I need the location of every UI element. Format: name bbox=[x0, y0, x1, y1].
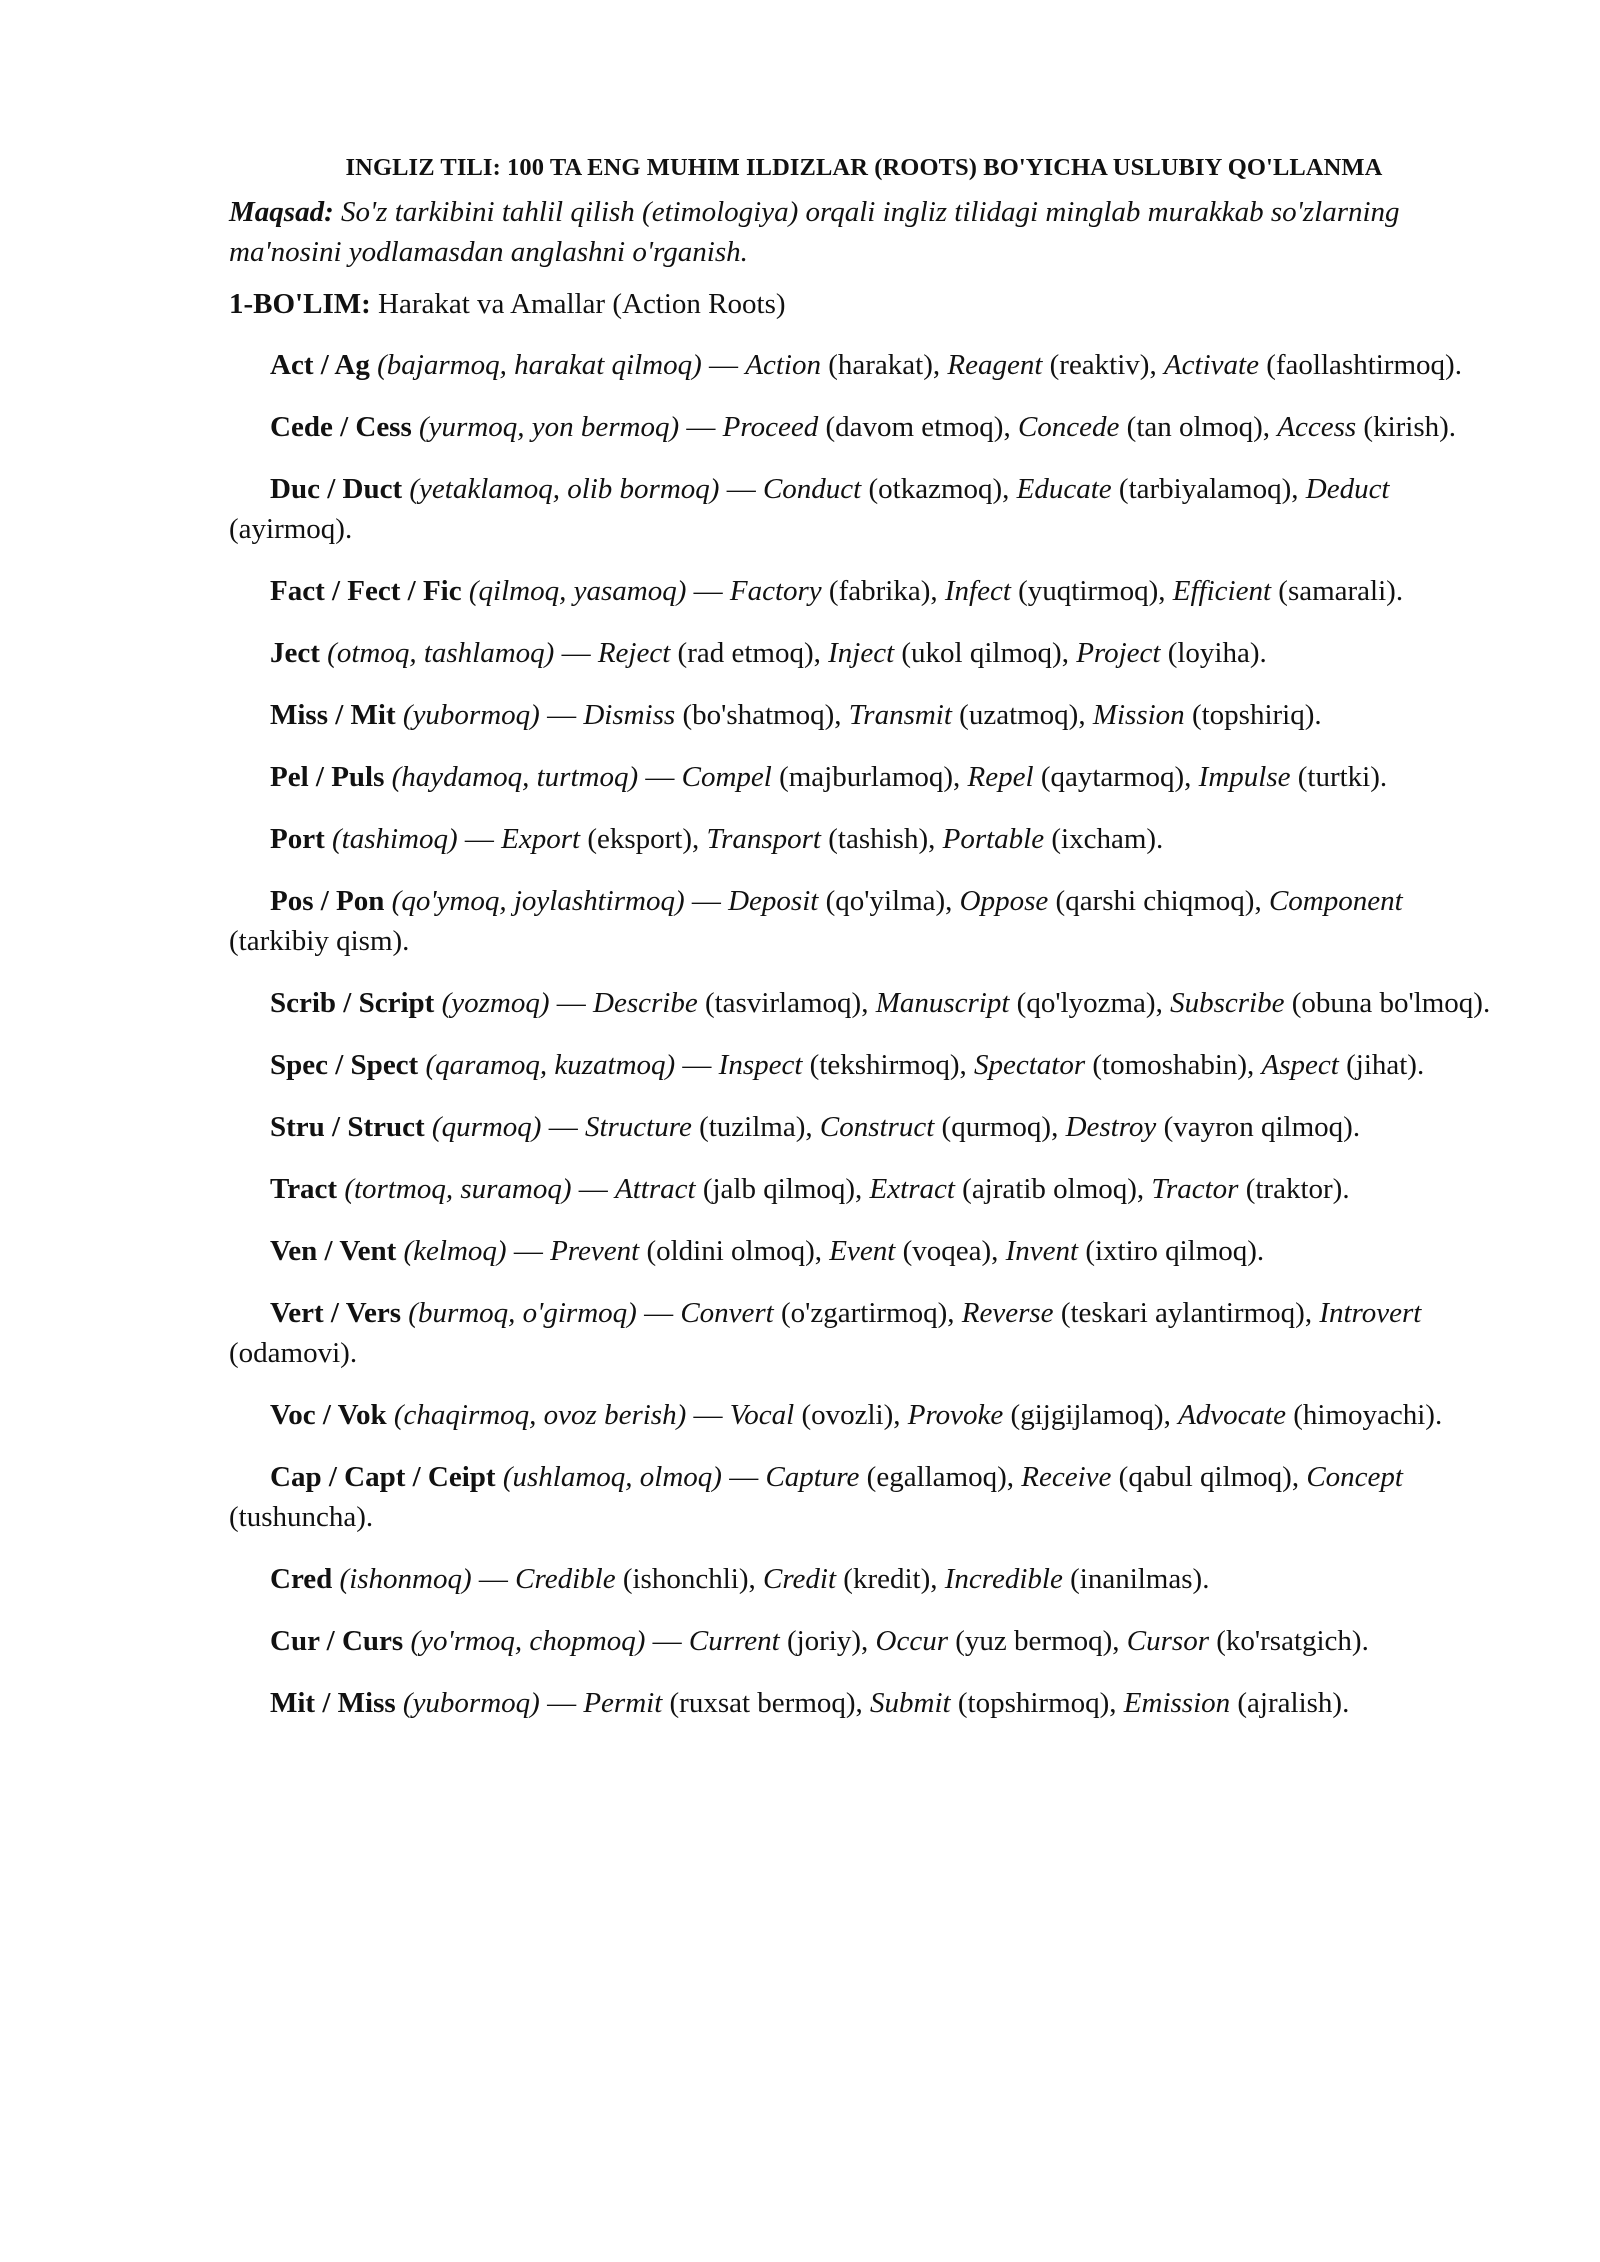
example-word: Current bbox=[688, 1625, 780, 1657]
root-meaning: (yurmoq, yon bermoq) bbox=[419, 411, 680, 443]
example-word: Infect bbox=[944, 575, 1011, 607]
example-gloss: (ayirmoq) bbox=[229, 513, 345, 545]
example-gloss: (tasvirlamoq) bbox=[704, 987, 862, 1019]
root-meaning: (yo'rmoq, chopmoq) bbox=[410, 1625, 646, 1657]
example-gloss: (inanilmas) bbox=[1070, 1563, 1203, 1595]
example-word: Educate bbox=[1016, 473, 1112, 505]
document-title: INGLIZ TILI: 100 TA ENG MUHIM ILDIZLAR (ROOTS) BO'YICHA USLUBIY QO'LLANMA bbox=[345, 154, 1383, 181]
example-gloss: (qo'yilma) bbox=[825, 885, 946, 917]
example-gloss: (ajralish) bbox=[1237, 1687, 1343, 1719]
example-word: Compel bbox=[681, 761, 772, 793]
root-meaning: (burmoq, o'girmoq) bbox=[408, 1297, 637, 1329]
root-entry: Pos / Pon (qo'ymoq, joylashtirmoq) — Deposit (qo'yilma), Oppose (qarshi chiqmoq), Component (tarkibiy qism). bbox=[229, 885, 1403, 957]
root-entry: Duc / Duct (yetaklamoq, olib bormoq) — Conduct (otkazmoq), Educate (tarbiyalamoq), Deduct (ayirmoq). bbox=[229, 473, 1390, 545]
root-term: Cred bbox=[270, 1563, 333, 1595]
example-word: Destroy bbox=[1065, 1111, 1157, 1143]
example-word: Oppose bbox=[959, 885, 1049, 917]
example-gloss: (vayron qilmoq) bbox=[1163, 1111, 1353, 1143]
example-gloss: (tekshirmoq) bbox=[809, 1049, 960, 1081]
em-dash: — bbox=[691, 885, 721, 917]
example-gloss: (fabrika) bbox=[828, 575, 931, 607]
example-word: Introvert bbox=[1319, 1297, 1422, 1329]
root-meaning: (chaqirmoq, ovoz berish) bbox=[393, 1399, 687, 1431]
example-word: Component bbox=[1268, 885, 1403, 917]
example-gloss: (bo'shatmoq) bbox=[682, 699, 835, 731]
purpose-paragraph bbox=[229, 192, 1499, 272]
em-dash: — bbox=[686, 411, 716, 443]
root-meaning: (qo'ymoq, joylashtirmoq) bbox=[391, 885, 685, 917]
example-word: Provoke bbox=[907, 1399, 1004, 1431]
em-dash: — bbox=[693, 575, 723, 607]
example-gloss: (ovozli) bbox=[801, 1399, 894, 1431]
root-meaning: (ishonmoq) bbox=[339, 1563, 472, 1595]
example-gloss: (traktor) bbox=[1245, 1173, 1343, 1205]
purpose-text: So'z tarkibini tahlil qilish (etimologiya) orqali ingliz tilidagi minglab murakkab so'zlarning ma'nosini yodlamasdan anglashni o'rganish. bbox=[229, 196, 1400, 268]
example-word: Credit bbox=[762, 1563, 837, 1595]
example-word: Repel bbox=[967, 761, 1034, 793]
example-word: Concept bbox=[1306, 1461, 1403, 1493]
em-dash: — bbox=[726, 473, 756, 505]
example-gloss: (harakat) bbox=[828, 349, 933, 381]
root-term: Ject bbox=[270, 637, 320, 669]
em-dash: — bbox=[578, 1173, 608, 1205]
example-gloss: (qabul qilmoq) bbox=[1118, 1461, 1292, 1493]
purpose-label: Maqsad: bbox=[229, 196, 334, 228]
example-word: Deposit bbox=[728, 885, 819, 917]
example-gloss: (voqea) bbox=[902, 1235, 992, 1267]
example-word: Credible bbox=[515, 1563, 616, 1595]
section-number: 1-BO'LIM: bbox=[229, 288, 371, 320]
root-meaning: (ushlamoq, olmoq) bbox=[502, 1461, 722, 1493]
em-dash: — bbox=[513, 1235, 543, 1267]
root-meaning: (qilmoq, yasamoq) bbox=[468, 575, 687, 607]
root-term: Vert / Vers bbox=[270, 1297, 402, 1329]
example-word: Event bbox=[829, 1235, 896, 1267]
root-entry: Tract (tortmoq, suramoq) — Attract (jalb qilmoq), Extract (ajratib olmoq), Tractor (traktor). bbox=[270, 1173, 1350, 1205]
example-gloss: (otkazmoq) bbox=[868, 473, 1003, 505]
root-term: Voc / Vok bbox=[270, 1399, 387, 1431]
example-word: Activate bbox=[1163, 349, 1259, 381]
em-dash: — bbox=[556, 987, 586, 1019]
example-word: Extract bbox=[869, 1173, 955, 1205]
example-word: Submit bbox=[870, 1687, 951, 1719]
example-word: Permit bbox=[583, 1687, 663, 1719]
em-dash: — bbox=[464, 823, 494, 855]
root-meaning: (yetaklamoq, olib bormoq) bbox=[409, 473, 720, 505]
example-gloss: (tashish) bbox=[828, 823, 929, 855]
example-gloss: (eksport) bbox=[587, 823, 693, 855]
example-word: Prevent bbox=[550, 1235, 640, 1267]
example-word: Transport bbox=[706, 823, 821, 855]
example-word: Project bbox=[1076, 637, 1161, 669]
root-entry: Pel / Puls (haydamoq, turtmoq) — Compel (majburlamoq), Repel (qaytarmoq), Impulse (turtki). bbox=[270, 761, 1388, 793]
root-entries-list bbox=[229, 345, 1499, 1723]
root-entry: Cap / Capt / Ceipt (ushlamoq, olmoq) — Capture (egallamoq), Receive (qabul qilmoq), Concept (tushuncha). bbox=[229, 1461, 1403, 1533]
example-gloss: (ixcham) bbox=[1051, 823, 1157, 855]
em-dash: — bbox=[561, 637, 591, 669]
example-word: Invent bbox=[1005, 1235, 1079, 1267]
example-word: Inject bbox=[828, 637, 895, 669]
root-meaning: (yubormoq) bbox=[402, 1687, 540, 1719]
example-word: Capture bbox=[765, 1461, 860, 1493]
example-gloss: (teskari aylantirmoq) bbox=[1060, 1297, 1305, 1329]
example-word: Inspect bbox=[718, 1049, 803, 1081]
example-word: Attract bbox=[615, 1173, 696, 1205]
example-word: Advocate bbox=[1178, 1399, 1286, 1431]
example-gloss: (samarali) bbox=[1278, 575, 1396, 607]
example-gloss: (obuna bo'lmoq) bbox=[1291, 987, 1483, 1019]
em-dash: — bbox=[644, 1297, 674, 1329]
example-word: Factory bbox=[729, 575, 822, 607]
root-term: Pos / Pon bbox=[270, 885, 385, 917]
example-word: Receive bbox=[1021, 1461, 1112, 1493]
example-gloss: (gijgijlamoq) bbox=[1010, 1399, 1164, 1431]
root-term: Act / Ag bbox=[270, 349, 370, 381]
example-word: Deduct bbox=[1305, 473, 1390, 505]
root-entry: Scrib / Script (yozmoq) — Describe (tasvirlamoq), Manuscript (qo'lyozma), Subscribe (obuna bo'lmoq). bbox=[270, 987, 1491, 1019]
example-gloss: (yuqtirmoq) bbox=[1018, 575, 1159, 607]
example-gloss: (ruxsat bermoq) bbox=[669, 1687, 856, 1719]
example-gloss: (reaktiv) bbox=[1049, 349, 1150, 381]
example-word: Reject bbox=[597, 637, 671, 669]
root-term: Cede / Cess bbox=[270, 411, 412, 443]
root-term: Stru / Struct bbox=[270, 1111, 425, 1143]
root-entry: Stru / Struct (qurmoq) — Structure (tuzilma), Construct (qurmoq), Destroy (vayron qilmoq). bbox=[270, 1111, 1361, 1143]
example-gloss: (rad etmoq) bbox=[677, 637, 814, 669]
root-term: Tract bbox=[270, 1173, 338, 1205]
em-dash: — bbox=[693, 1399, 723, 1431]
root-term: Port bbox=[270, 823, 325, 855]
em-dash: — bbox=[652, 1625, 682, 1657]
em-dash: — bbox=[709, 349, 738, 381]
em-dash: — bbox=[547, 699, 577, 731]
root-term: Duc / Duct bbox=[270, 473, 403, 505]
section-heading bbox=[229, 284, 1499, 324]
root-meaning: (yubormoq) bbox=[402, 699, 540, 731]
example-word: Action bbox=[745, 349, 821, 381]
example-word: Subscribe bbox=[1170, 987, 1285, 1019]
root-entry: Ject (otmoq, tashlamoq) — Reject (rad etmoq), Inject (ukol qilmoq), Project (loyiha). bbox=[270, 637, 1267, 669]
example-word: Tractor bbox=[1151, 1173, 1239, 1205]
example-word: Convert bbox=[680, 1297, 774, 1329]
example-gloss: (yuz bermoq) bbox=[955, 1625, 1113, 1657]
example-word: Manuscript bbox=[875, 987, 1010, 1019]
example-gloss: (ishonchli) bbox=[622, 1563, 749, 1595]
example-gloss: (tarkibiy qism) bbox=[229, 925, 403, 957]
example-gloss: (tan olmoq) bbox=[1126, 411, 1263, 443]
example-word: Access bbox=[1277, 411, 1357, 443]
example-word: Transmit bbox=[848, 699, 952, 731]
example-word: Incredible bbox=[944, 1563, 1063, 1595]
root-meaning: (otmoq, tashlamoq) bbox=[327, 637, 555, 669]
example-gloss: (ko'rsatgich) bbox=[1216, 1625, 1362, 1657]
example-word: Vocal bbox=[729, 1399, 795, 1431]
em-dash: — bbox=[645, 761, 675, 793]
root-term: Mit / Miss bbox=[270, 1687, 396, 1719]
example-gloss: (tushuncha) bbox=[229, 1501, 366, 1533]
example-gloss: (jihat) bbox=[1346, 1049, 1417, 1081]
example-gloss: (loyiha) bbox=[1167, 637, 1260, 669]
em-dash: — bbox=[547, 1687, 577, 1719]
example-word: Export bbox=[501, 823, 581, 855]
example-gloss: (uzatmoq) bbox=[959, 699, 1079, 731]
em-dash: — bbox=[478, 1563, 508, 1595]
example-word: Cursor bbox=[1126, 1625, 1209, 1657]
example-word: Reverse bbox=[961, 1297, 1054, 1329]
root-entry: Mit / Miss (yubormoq) — Permit (ruxsat bermoq), Submit (topshirmoq), Emission (ajralish). bbox=[270, 1687, 1350, 1719]
example-gloss: (ajratib olmoq) bbox=[962, 1173, 1137, 1205]
root-term: Miss / Mit bbox=[270, 699, 396, 731]
root-meaning: (tashimoq) bbox=[332, 823, 458, 855]
root-entry: Spec / Spect (qaramoq, kuzatmoq) — Inspect (tekshirmoq), Spectator (tomoshabin), Aspect (jihat). bbox=[270, 1049, 1425, 1081]
root-entry: Cred (ishonmoq) — Credible (ishonchli), Credit (kredit), Incredible (inanilmas). bbox=[270, 1563, 1210, 1595]
section-title: Harakat va Amallar (Action Roots) bbox=[378, 288, 786, 320]
example-gloss: (tomoshabin) bbox=[1092, 1049, 1248, 1081]
example-gloss: (odamovi) bbox=[229, 1337, 350, 1369]
example-gloss: (oldini olmoq) bbox=[646, 1235, 815, 1267]
root-meaning: (qurmoq) bbox=[431, 1111, 542, 1143]
root-entry: Fact / Fect / Fic (qilmoq, yasamoq) — Factory (fabrika), Infect (yuqtirmoq), Efficient (samarali). bbox=[270, 575, 1404, 607]
example-gloss: (himoyachi) bbox=[1293, 1399, 1435, 1431]
root-term: Ven / Vent bbox=[270, 1235, 397, 1267]
example-word: Proceed bbox=[722, 411, 819, 443]
root-entry: Miss / Mit (yubormoq) — Dismiss (bo'shatmoq), Transmit (uzatmoq), Mission (topshiriq). bbox=[270, 699, 1322, 731]
example-word: Spectator bbox=[973, 1049, 1086, 1081]
example-gloss: (o'zgartirmoq) bbox=[781, 1297, 948, 1329]
em-dash: — bbox=[729, 1461, 759, 1493]
example-gloss: (kredit) bbox=[843, 1563, 931, 1595]
root-term: Fact / Fect / Fic bbox=[270, 575, 462, 607]
example-gloss: (egallamoq) bbox=[866, 1461, 1007, 1493]
root-entry: Voc / Vok (chaqirmoq, ovoz berish) — Vocal (ovozli), Provoke (gijgijlamoq), Advocate (himoyachi). bbox=[270, 1399, 1443, 1431]
example-word: Efficient bbox=[1172, 575, 1272, 607]
example-gloss: (tarbiyalamoq) bbox=[1118, 473, 1292, 505]
root-meaning: (yozmoq) bbox=[441, 987, 550, 1019]
example-gloss: (ixtiro qilmoq) bbox=[1085, 1235, 1257, 1267]
em-dash: — bbox=[548, 1111, 578, 1143]
example-gloss: (majburlamoq) bbox=[779, 761, 954, 793]
example-gloss: (qo'lyozma) bbox=[1016, 987, 1156, 1019]
document-page bbox=[229, 150, 1499, 1745]
example-gloss: (qurmoq) bbox=[941, 1111, 1052, 1143]
example-gloss: (jalb qilmoq) bbox=[702, 1173, 856, 1205]
example-word: Conduct bbox=[762, 473, 862, 505]
em-dash: — bbox=[682, 1049, 712, 1081]
example-word: Describe bbox=[593, 987, 698, 1019]
root-term: Cap / Capt / Ceipt bbox=[270, 1461, 496, 1493]
example-gloss: (topshiriq) bbox=[1191, 699, 1315, 731]
example-word: Occur bbox=[875, 1625, 949, 1657]
example-word: Structure bbox=[584, 1111, 692, 1143]
example-gloss: (turtki) bbox=[1297, 761, 1380, 793]
example-gloss: (kirish) bbox=[1363, 411, 1449, 443]
root-meaning: (qaramoq, kuzatmoq) bbox=[425, 1049, 676, 1081]
example-gloss: (qaytarmoq) bbox=[1040, 761, 1185, 793]
example-gloss: (davom etmoq) bbox=[825, 411, 1004, 443]
example-word: Concede bbox=[1017, 411, 1120, 443]
root-term: Pel / Puls bbox=[270, 761, 385, 793]
root-entry: Vert / Vers (burmoq, o'girmoq) — Convert (o'zgartirmoq), Reverse (teskari aylantirmoq), Introvert (odamovi). bbox=[229, 1297, 1422, 1369]
example-word: Reagent bbox=[947, 349, 1043, 381]
root-term: Cur / Curs bbox=[270, 1625, 404, 1657]
root-entry: Port (tashimoq) — Export (eksport), Transport (tashish), Portable (ixcham). bbox=[270, 823, 1164, 855]
example-gloss: (qarshi chiqmoq) bbox=[1055, 885, 1255, 917]
example-word: Impulse bbox=[1198, 761, 1291, 793]
root-meaning: (kelmoq) bbox=[403, 1235, 507, 1267]
root-entry: Ven / Vent (kelmoq) — Prevent (oldini olmoq), Event (voqea), Invent (ixtiro qilmoq). bbox=[270, 1235, 1265, 1267]
example-gloss: (faollashtirmoq) bbox=[1266, 349, 1455, 381]
root-meaning: (bajarmoq, harakat qilmoq) bbox=[377, 349, 702, 381]
root-entry: Cede / Cess (yurmoq, yon bermoq) — Proceed (davom etmoq), Concede (tan olmoq), Access (kirish). bbox=[270, 411, 1457, 443]
root-meaning: (haydamoq, turtmoq) bbox=[391, 761, 639, 793]
example-word: Portable bbox=[942, 823, 1045, 855]
root-term: Spec / Spect bbox=[270, 1049, 419, 1081]
example-gloss: (joriy) bbox=[786, 1625, 862, 1657]
example-gloss: (topshirmoq) bbox=[957, 1687, 1110, 1719]
example-word: Dismiss bbox=[583, 699, 676, 731]
root-entry: Cur / Curs (yo'rmoq, chopmoq) — Current (joriy), Occur (yuz bermoq), Cursor (ko'rsatgich). bbox=[270, 1625, 1369, 1657]
example-word: Emission bbox=[1123, 1687, 1231, 1719]
example-word: Mission bbox=[1092, 699, 1185, 731]
example-word: Construct bbox=[819, 1111, 935, 1143]
root-term: Scrib / Script bbox=[270, 987, 435, 1019]
root-entry: Act / Ag (bajarmoq, harakat qilmoq) — Action (harakat), Reagent (reaktiv), Activate (faollashtirmoq). bbox=[270, 349, 1462, 381]
root-meaning: (tortmoq, suramoq) bbox=[344, 1173, 572, 1205]
example-gloss: (ukol qilmoq) bbox=[901, 637, 1062, 669]
example-word: Aspect bbox=[1261, 1049, 1339, 1081]
example-gloss: (tuzilma) bbox=[699, 1111, 806, 1143]
